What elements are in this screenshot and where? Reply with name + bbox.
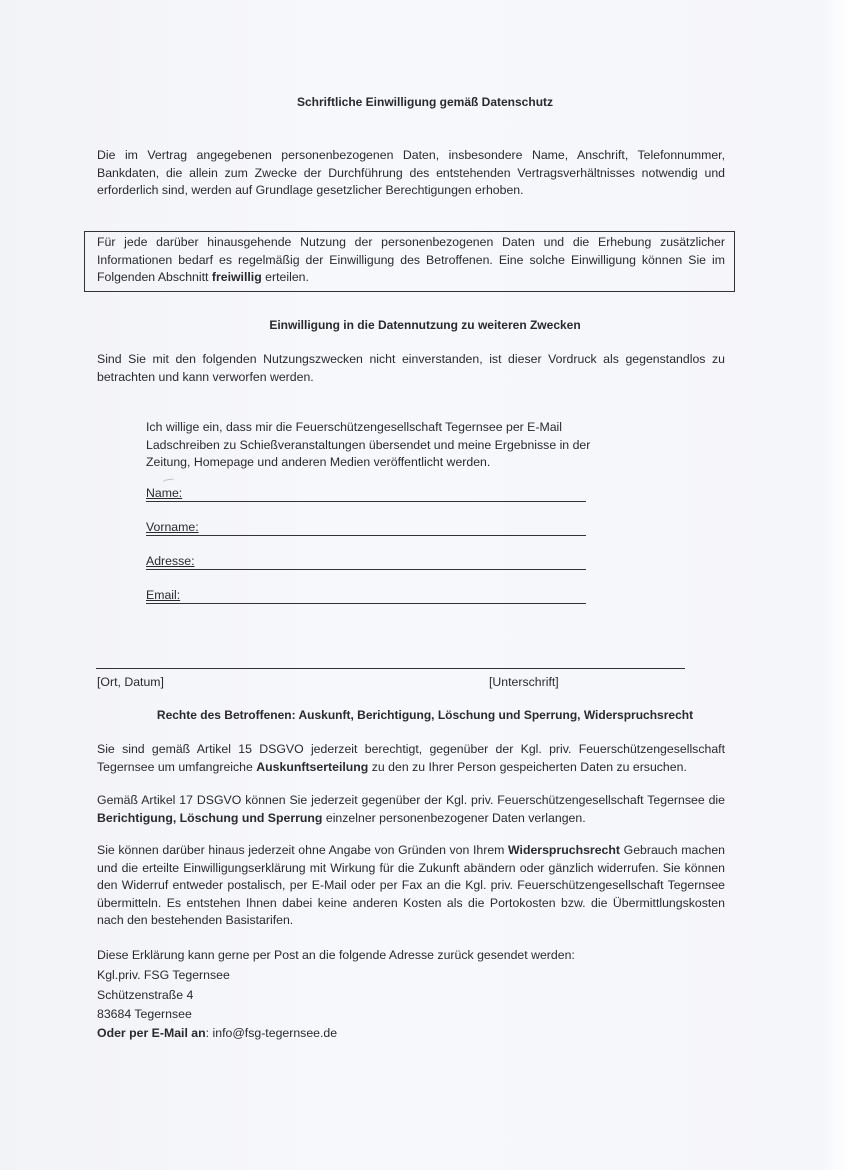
- name-label: Name:: [146, 486, 183, 500]
- address-line-1: Kgl.priv. FSG Tegernsee: [97, 968, 230, 982]
- place-date-label: [Ort, Datum]: [97, 675, 164, 689]
- notice-box: [84, 231, 735, 292]
- section1-title: Einwilligung in die Datennutzung zu weiteren Zwecken: [269, 318, 581, 332]
- email-contact: Oder per E-Mail an: info@fsg-tegernsee.de: [97, 1026, 338, 1040]
- vorname-label: Vorname:: [146, 520, 199, 534]
- adresse-label: Adresse:: [146, 554, 195, 568]
- intro-paragraph: Die im Vertrag angegebenen personenbezogenen Daten, insbesondere Name, Anschrift, Telefonnummer, Bankdaten, die allein zum Zwecke der Durchführung des entstehenden Vertragsverhältnisses notwendig und erforderlich sind, werden auf Grundlage gesetzlicher Berechtigungen erhoben.: [97, 148, 725, 197]
- address-line-2: Schützenstraße 4: [97, 988, 194, 1002]
- adresse-line: [146, 569, 586, 570]
- address-line-3: 83684 Tegernsee: [97, 1007, 192, 1021]
- email-field[interactable]: [146, 588, 586, 606]
- signature-label: [Unterschrift]: [489, 675, 559, 689]
- section2-title: Rechte des Betroffenen: Auskunft, Berichtigung, Löschung und Sperrung, Widerspruchsrecht: [156, 708, 694, 722]
- vorname-line: [146, 535, 586, 536]
- return-note: Diese Erklärung kann gerne per Post an die folgende Adresse zurück gesendet werden:: [97, 948, 575, 962]
- notice-text: Für jede darüber hinausgehende Nutzung der personenbezogenen Daten und die Erhebung zusätzlicher Informationen bedarf es regelmäßig der Einwilligung des Betroffenen. Eine solche Einwilligung können Sie im Folgenden Abschnitt freiwillig erteilen.: [97, 235, 725, 284]
- email-line: [146, 603, 586, 604]
- document-title: Schriftliche Einwilligung gemäß Datenschutz: [296, 95, 554, 109]
- consent-text: Ich willige ein, dass mir die Feuerschützengesellschaft Tegernsee per E-Mail Ladschreiben zu Schießveranstaltungen übersendet und meine Ergebnisse in der Zeitung, Homepage und anderen Medien veröffentlicht werden.: [146, 420, 591, 469]
- rights-paragraph-3: Sie können darüber hinaus jederzeit ohne Angabe von Gründen von Ihrem Widerspruchsrecht Gebrauch machen und die erteilte Einwilligungserklärung mit Wirkung für die Zukunft abändern oder gänzlich widerrufen. Sie können den Widerruf entweder postalisch, per E-Mail oder per Fax an die Kgl. priv. Feuerschützengesellschaft Tegernsee übermitteln. Es entstehen Ihnen dabei keine anderen Kosten als die Portokosten bzw. die Übermittlungskosten nach den bestehenden Basistarifen.: [97, 843, 726, 927]
- signature-line[interactable]: [96, 668, 685, 669]
- name-line: [146, 501, 586, 502]
- notice-bold: freiwillig: [211, 270, 262, 284]
- rights-paragraph-1: Sie sind gemäß Artikel 15 DSGVO jederzeit berechtigt, gegenüber der Kgl. priv. Feuerschützengesellschaft Tegernsee um umfangreiche Auskunftserteilung zu den zu Ihrer Person gespeicherten Daten zu ersuchen.: [97, 742, 725, 774]
- adresse-field[interactable]: [146, 554, 586, 572]
- email-address-link[interactable]: info@fsg-tegernsee.de: [212, 1026, 338, 1040]
- name-field[interactable]: [146, 486, 586, 504]
- section1-intro: Sind Sie mit den folgenden Nutzungszwecken nicht einverstanden, ist dieser Vordruck als gegenstandlos zu betrachten und kann verworfen werden.: [97, 352, 725, 384]
- email-contact-label: Oder per E-Mail an: [97, 1026, 206, 1040]
- email-label: Email:: [146, 588, 181, 602]
- vorname-field[interactable]: [146, 520, 586, 538]
- paper-edge: [822, 0, 850, 1170]
- rights-paragraph-2: Gemäß Artikel 17 DSGVO können Sie jederzeit gegenüber der Kgl. priv. Feuerschützengesellschaft Tegernsee die Berichtigung, Löschung und Sperrung einzelner personenbezogener Daten verlangen.: [97, 793, 725, 825]
